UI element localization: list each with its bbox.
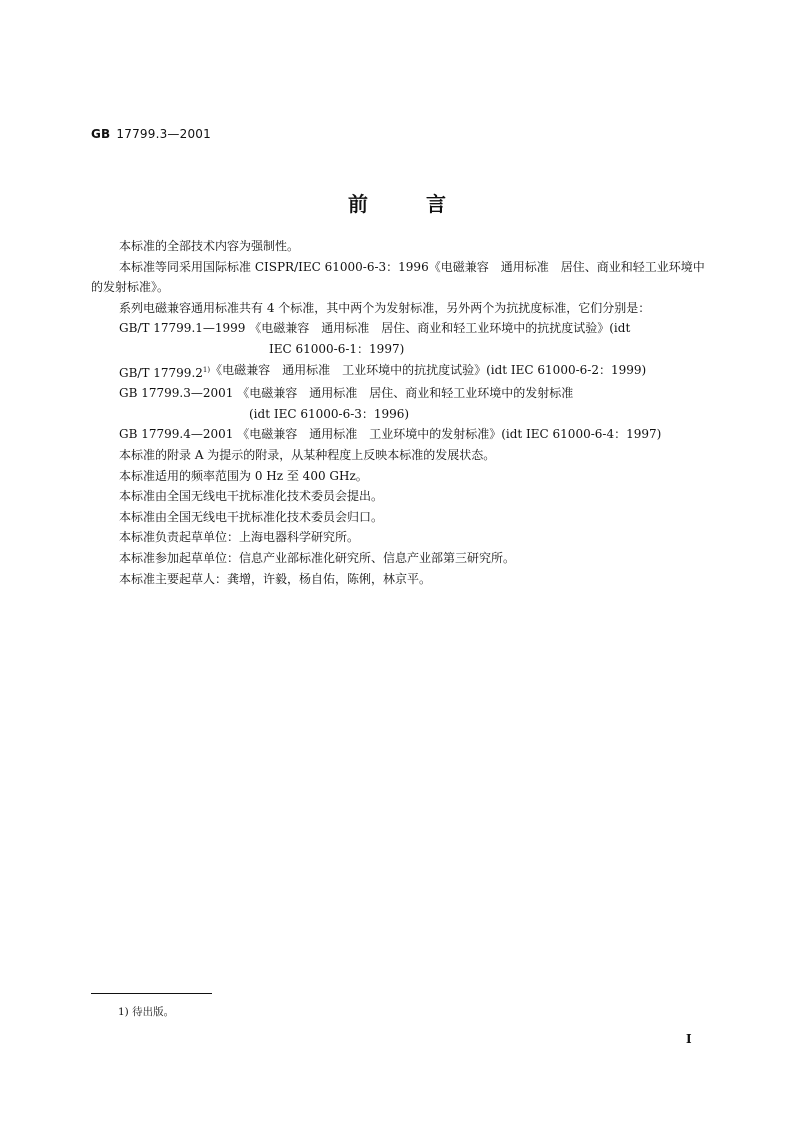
reference-item-1 bbox=[91, 318, 707, 339]
paragraph-frequency: 本标准适用的频率范围为 0 Hz 至 400 GHz。 bbox=[119, 468, 368, 483]
paragraph-annex: 本标准的附录 A 为提示的附录，从某种程度上反映本标准的发展状态。 bbox=[119, 447, 496, 462]
reference-code: GB 17799.3—2001 bbox=[119, 386, 238, 401]
paragraph-adoption: 本标准等同采用国际标准 CISPR/IEC 61000-6-3：1996《电磁兼容 通用标准 居住、商业和轻工业环境中的发射标准》。 bbox=[91, 259, 705, 295]
reference-item-3 bbox=[91, 383, 707, 404]
reference-title: 《电磁兼容 通用标准 工业环境中的抗扰度试验》(idt IEC 61000-6-2：1999) bbox=[210, 362, 647, 377]
footnote-divider bbox=[91, 993, 212, 994]
page-number: I bbox=[686, 1032, 692, 1046]
paragraph-mandatory: 本标准的全部技术内容为强制性。 bbox=[119, 239, 300, 253]
reference-title: 《电磁兼容 通用标准 居住、商业和轻工业环境中的发射标准 bbox=[237, 386, 574, 401]
foreword-body bbox=[91, 236, 707, 589]
standard-code-header bbox=[91, 127, 211, 141]
reference-code: GB/T 17799.2$^{1)}$ bbox=[119, 365, 211, 380]
standard-number: 17799.3—2001 bbox=[116, 127, 211, 141]
paragraph-proposed: 本标准由全国无线电干扰标准化技术委员会提出。 bbox=[119, 489, 384, 504]
paragraph-series: 系列电磁兼容通用标准共有 4 个标准，其中两个为发射标准，另外两个为抗扰度标准，它们分别是： bbox=[119, 300, 651, 315]
paragraph-drafting-unit: 本标准负责起草单位：上海电器科学研究所。 bbox=[119, 530, 360, 545]
reference-item-1-continuation: IEC 61000-6-1：1997) bbox=[269, 341, 405, 356]
reference-item-2 bbox=[91, 360, 707, 384]
reference-item-3-continuation: (idt IEC 61000-6-3：1996) bbox=[249, 406, 410, 421]
page-title: 前言 bbox=[348, 192, 504, 216]
reference-code: GB/T 17799.1—1999 bbox=[119, 321, 250, 336]
reference-code: GB 17799.4—2001 bbox=[119, 427, 238, 442]
reference-item-4 bbox=[91, 424, 707, 445]
footnote-marker: 1) bbox=[202, 365, 211, 374]
reference-title: 《电磁兼容 通用标准 工业环境中的发射标准》(idt IEC 61000-6-4：1997) bbox=[237, 427, 662, 442]
paragraph-centralized: 本标准由全国无线电干扰标准化技术委员会归口。 bbox=[119, 509, 384, 524]
paragraph-drafters: 本标准主要起草人：龚增，许毅，杨自佑，陈俐，林京平。 bbox=[119, 571, 432, 586]
reference-title: 《电磁兼容 通用标准 居住、商业和轻工业环境中的抗扰度试验》(idt bbox=[249, 321, 631, 336]
standard-prefix: GB bbox=[91, 127, 111, 141]
footnote: 1) 待出版。 bbox=[118, 1006, 175, 1018]
paragraph-participating-units: 本标准参加起草单位：信息产业部标准化研究所、信息产业部第三研究所。 bbox=[119, 550, 516, 565]
